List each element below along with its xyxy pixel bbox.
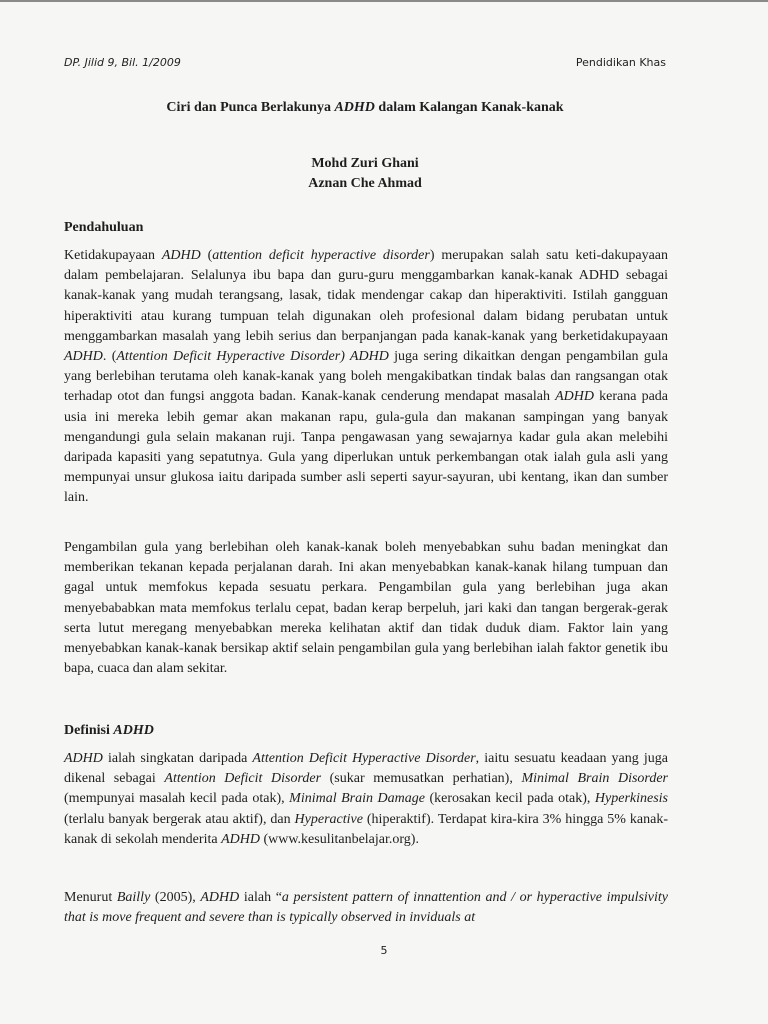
author-name: Aznan Che Ahmad [308,176,422,191]
paragraph-definition: ADHD ialah singkatan daripada Attention Deficit Hyperactive Disorder, iaitu sesuatu keadaan yang juga dikenal sebagai Attention Deficit Disorder (sukar memusatkan perhatian), Minimal Brain Disorder (mempunyai masalah kecil pada otak), Minimal Brain Damage (kerosakan kecil pada otak), Hyperkinesis (terlalu banyak bergerak atau aktif), dan Hyperactive (hiperaktif). Terdapat kira-kira 3% hingga 5% kanak-kanak di sekolah menderita ADHD (www.kesulitanbelajar.org). [64,751,669,847]
paragraph-bailly-quote: Menurut Bailly (2005), ADHD ialah “a persistent pattern of innattention and / or hyperactive impulsivity that is move frequent and severe than is typically observed in inviduals at [64,890,669,926]
title-text-end: dalam Kalangan Kanak-kanak [374,100,564,115]
section-name: Pendidikan Khas [575,56,666,69]
paragraph-introduction: Ketidakupayaan ADHD (attention deficit hyperactive disorder) merupakan salah satu keti-dakupayaan dalam pembelajaran. Selalunya ibu bapa dan guru-guru menggambarkan kanak-kanak ADHD sebagai kanak-kanak yang mudah terangsang, lasak, tidak mendengar cakap dan hiperaktiviti. Istilah gangguan hiperaktiviti atau kurang tumpuan telah digunakan oleh profesional dalam bidang perubatan untuk menggambarkan masalah yang lebih serius dan berpanjangan pada kanak-kanak yang berketidakupayaan ADHD. (Attention Deficit Hyperactive Disorder) ADHD juga sering dikaitkan dengan pengambilan gula yang berlebihan terutama oleh kanak-kanak yang boleh mengakibatkan tindak balas dan rangsangan otak terhadap otot dan fungsi anggota badan. Kanak-kanak cenderung mendapat masalah ADHD kerana pada usia ini mereka lebih gemar akan makanan rapu, gula-gula dan makanan sampingan yang banyak mengandungi gula selain makanan ruji. Tanpa pengawasan yang sewajarnya kadar gula akan melebihi daripada kapasiti yang sepatutnya. Gula yang diperlukan untuk perkembangan otak ialah gula asli yang mempunyai unsur glukosa iaitu daripada sumber asli seperti sayur-sayuran, ubi kentang, ikan dan sumber lain. [64,248,669,506]
scan-top-border [0,0,768,2]
author-name: Mohd Zuri Ghani [311,156,419,171]
journal-reference: DP. Jilid 9, Bil. 1/2009 [64,56,181,69]
page-number: 5 [380,944,388,957]
title-italic: ADHD [334,100,375,115]
title-text: Ciri dan Punca Berlakunya [166,100,335,115]
article-title [64,100,666,116]
paragraph-sugar-effects: Pengambilan gula yang berlebihan oleh kanak-kanak boleh menyebabkan suhu badan meningkat dan memberikan tekanan kepada perjalanan darah. Ini akan menyebabkan kanak-kanak hilang tumpuan dan gagal untuk memfokus kepada sesuatu perkara. Pengambilan gula yang berlebihan juga akan menyebababkan mata memfokus terlalu cepat, badan kerap berpeluh, jari kaki dan tangan bergerak-gerak serta lutut meregang menyebabkan mereka kelihatan aktif dan tidak duduk diam. Faktor lain yang menyebabkan kanak-kanak bersikap aktif selain pengambilan gula yang berlebihan ialah faktor genetik ibu bapa, cuaca dan alam sekitar. [64,540,668,677]
author-list [64,154,666,194]
section-heading-definisi: Definisi ADHD [64,723,154,738]
section-heading-pendahuluan: Pendahuluan [64,220,144,235]
